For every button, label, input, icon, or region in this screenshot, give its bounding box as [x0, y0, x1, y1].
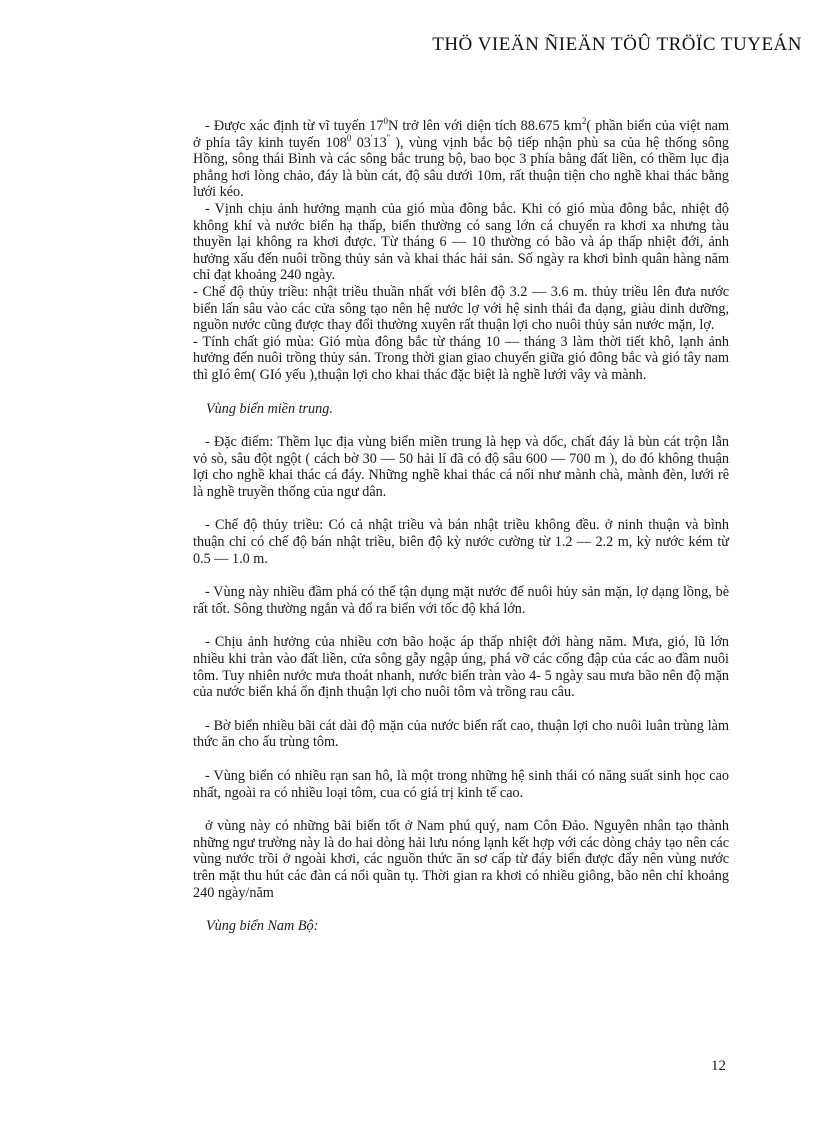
- section-heading-central: Vùng biển miền trung.: [206, 400, 333, 417]
- paragraph-central-features: - Đặc điểm: Thềm lục địa vùng biển miền trung là hẹp và dốc, chất đáy là bùn cát trộn lẫn vỏ sò, sâu đột ngột ( cách bờ 30 — 50 hải lí đã có độ sâu 600 — 700 m ), do đó không thuận lợi cho nghề khai thác cá đáy. Những nghề khai thác cá nổi như mành chà, mành đèn, lưới rê là nghề truyền thống của ngư dân.: [193, 434, 729, 500]
- paragraph-tide-regime: - Chế độ thủy triều: nhật triều thuần nhất với bIên độ 3.2 — 3.6 m. thủy triều lên đưa nước biển lấn sâu vào các cửa sông tạo nên hệ nước lợ với hệ sinh thái đa dạng, giàu dinh dưỡng, nguồn nước cũng được thay đổi thường xuyên rất thuận lợi cho nuôi thủy sản nước mặn, lợ.: [193, 283, 729, 334]
- section-heading-south: Vùng biển Nam Bộ:: [206, 918, 319, 935]
- paragraph-fishing-grounds: ở vùng này có những bãi biển tốt ở Nam phú quý, nam Côn Đảo. Nguyên nhân tạo thành những ngư trường này là do hai dòng hải lưu nóng lạnh kết hợp với các dòng chảy tạo nên các vùng nước trồi ở ngoài khơi, các nguồn thức ăn sơ cấp từ đáy biển được đẩy nên vùng nước trên mặt thu hút các đàn cá nổi quần tụ. Thời gian ra khơi có nhiều giông, bão nên chỉ khoảng 240 ngày/năm: [193, 818, 729, 901]
- paragraph-central-tides: - Chế độ thủy triều: Có cả nhật triều và bán nhật triều không đều. ở ninh thuận và bình thuận chỉ có chế độ bán nhật triều, biên độ kỳ nước cường từ 1.2 — 2.2 m, kỳ nước kém từ 0.5 — 1.0 m.: [193, 517, 729, 567]
- paragraph-storms: - Chịu ảnh hưởng của nhiều cơn bão hoặc áp thấp nhiệt đới hàng năm. Mưa, gió, lũ lớn nhiều khi tràn vào đất liền, cửa sông gẫy ngập úng, phá vỡ các cống đập của các ao đầm nuôi tôm. Tuy nhiên nước mưa thoát nhanh, nước biển tràn vào 4- 5 ngày sau mưa bão nên độ mặn của nước biển khá ổn định thuận lợi cho nuôi tôm và trồng rau câu.: [193, 634, 729, 701]
- paragraph-sand-beaches: - Bờ biển nhiều bãi cát dài độ mặn của nước biển rất cao, thuận lợi cho nuôi luân trùng làm thức ăn cho ấu trùng tôm.: [193, 717, 729, 751]
- paragraph-gulf-location: - Được xác định từ vĩ tuyến $17^0N$ trở lên với diện tích 88.675 $km^2$( phần biển của việt nam ở phía tây kinh tuyến $108^0$ 03'13'' ), vùng vịnh bắc bộ tiếp nhận phù sa của hệ thống sông Hồng, sông thái Bình và các sông bắc trung bộ, bao bọc 3 phía bằng đất liền, có thềm lục địa phẳng hơi lòng chảo, đáy là bùn cát, độ sâu dưới 10m, rất thuận tiện cho nghề khai thác bằng lưới kéo.: [193, 116, 730, 201]
- paragraph-lagoons: - Vùng này nhiều đầm phá có thể tận dụng mặt nước để nuôi hủy sản mặn, lợ dạng lồng, bè rất tốt. Sông thường ngắn và đổ ra biển với tốc độ khá lớn.: [193, 584, 729, 617]
- document-body: [193, 118, 729, 935]
- paragraph-coral-reefs: - Vùng biển có nhiều rạn san hô, là một trong những hệ sinh thái có năng suất sinh học cao nhất, ngoài ra có nhiều loại tôm, cua có giá trị kinh tế cao.: [193, 768, 729, 801]
- paragraph-monsoon-influence: - Vịnh chịu ảnh hưởng mạnh của gió mùa đông bắc. Khi có gió mùa đông bắc, nhiệt độ không khí và nước biển hạ thấp, biển thường có sang lớn cá chuyển ra khơi xa nhưng tàu thuyền lại không ra khơi được. Từ tháng 6 — 10 thường có bão và áp thấp nhiệt đới, ảnh hưởng xấu đến nuôi trồng thủy sản và khai thác hải sản. Số ngày ra khơi bình quân hàng năm chỉ đạt khoảng 240 ngày.: [193, 200, 729, 284]
- paragraph-monsoon-nature: - Tính chất gió mùa: Gió mùa đông bắc từ tháng 10 — tháng 3 làm thời tiết khô, lạnh ảnh hưởng đến nuôi trồng thủy sản. Trong thời gian giao chuyển giữa gió đông bắc và gió tây nam thì gIó êm( GIó yếu ),thuận lợi cho khai thác đặc biệt là nghề lưới vây và mành.: [193, 333, 729, 383]
- page-header-title: THÖ VIEÄN ÑIEÄN TÖÛ TRÖÏC TUYEÁN: [432, 34, 802, 55]
- page-number: 12: [711, 1058, 726, 1074]
